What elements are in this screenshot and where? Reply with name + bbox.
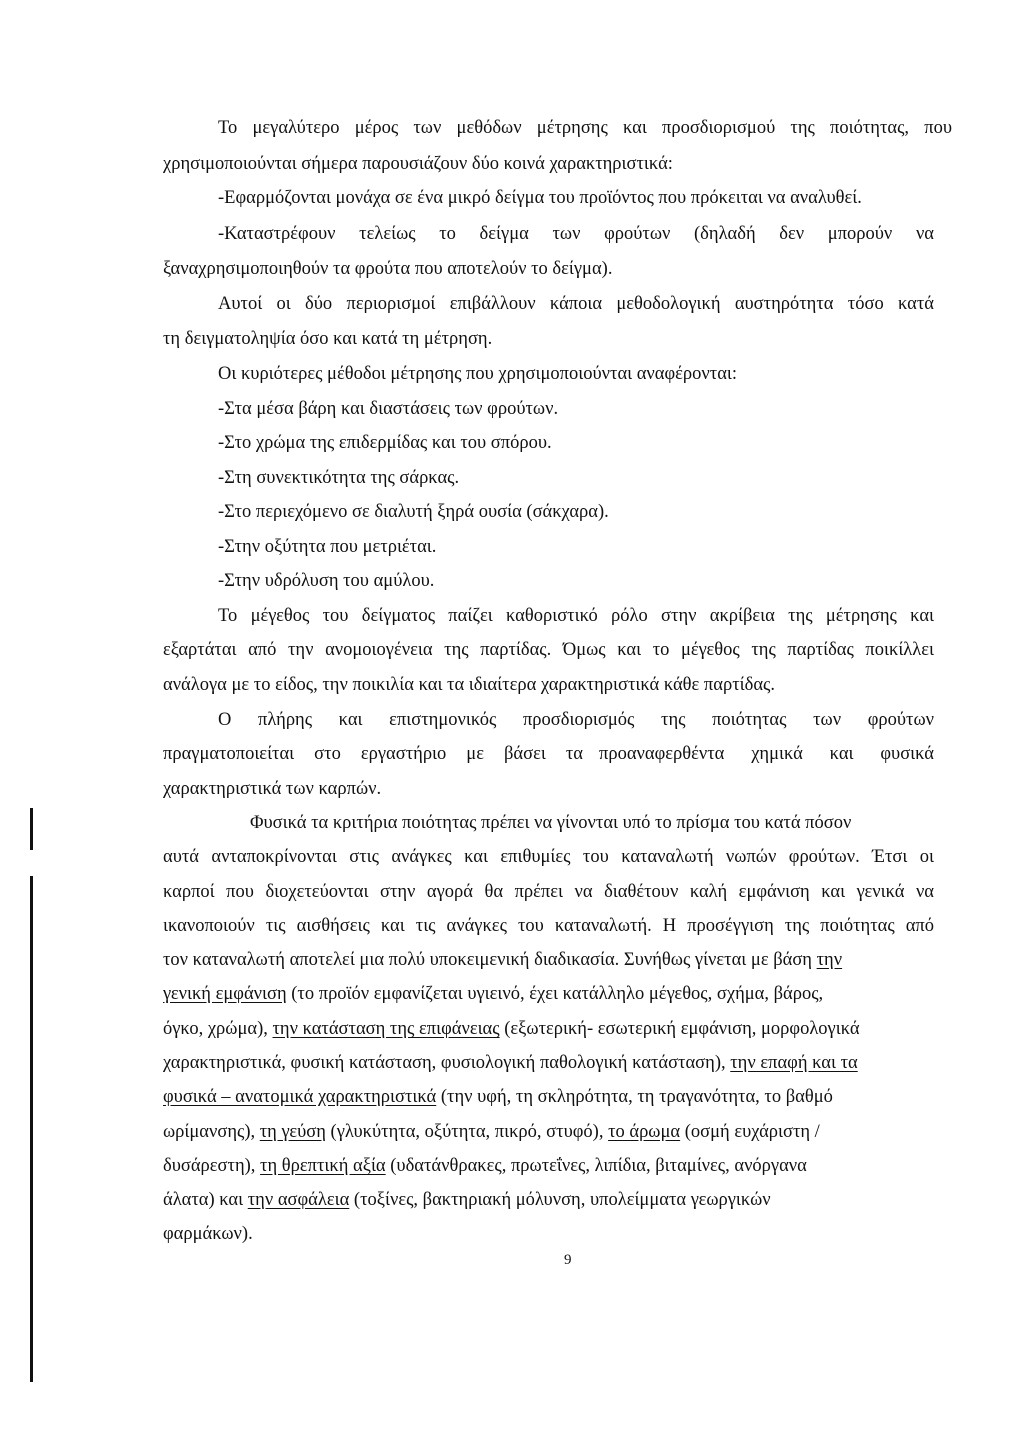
text-line: -Στα μέσα βάρη και διαστάσεις των φρούτων.	[218, 399, 559, 419]
underlined-term: γενική εμφάνιση	[163, 984, 287, 1004]
text-line	[163, 1085, 833, 1109]
scan-mark-top	[30, 808, 33, 850]
text-line: ανάλογα με το είδος, την ποικιλία και τα ιδιαίτερα χαρακτηριστικά κάθε παρτίδας.	[163, 675, 775, 695]
text-line	[163, 1120, 820, 1144]
text-segment: προαναφερθέντα χημικά και φυσικά	[599, 744, 934, 764]
text-line: Οι κυριότερες μέθοδοι μέτρησης που χρησιμοποιούνται αναφέρονται:	[218, 364, 738, 384]
text-segment: (εξωτερική- εσωτερική εμφάνιση, μορφολογικά	[499, 1019, 860, 1039]
text-line: χρησιμοποιούνται σήμερα παρουσιάζουν δύο κοινά χαρακτηριστικά:	[163, 154, 673, 174]
text-line: -Στην οξύτητα που μετριέται.	[218, 537, 437, 557]
text-segment: (οσμή ευχάριστη /	[680, 1122, 820, 1142]
scan-mark-bottom	[30, 876, 33, 1382]
text-line: Το μέγεθος του δείγματος παίζει καθοριστικό ρόλο στην ακρίβεια της μέτρησης και	[218, 606, 934, 626]
text-segment: όγκο, χρώμα),	[163, 1019, 273, 1039]
text-line	[163, 1154, 807, 1178]
text-line	[163, 1017, 860, 1041]
text-line: -Καταστρέφουν τελείως το δείγμα των φρούτων (δηλαδή δεν μπορούν να	[218, 224, 934, 244]
text-line: -Στη συνεκτικότητα της σάρκας.	[218, 468, 460, 488]
text-segment: πραγματοποιείται στο εργαστήριο με βάσει τα	[163, 744, 583, 764]
text-segment: (γλυκύτητα, οξύτητα, πικρό, στυφό),	[325, 1122, 609, 1142]
text-line: χαρακτηριστικά των καρπών.	[163, 779, 382, 799]
underlined-term: τη θρεπτική αξία	[260, 1156, 386, 1176]
text-line	[163, 982, 823, 1006]
text-segment: τον καταναλωτή αποτελεί μια πολύ υποκειμενική διαδικασία. Συνήθως γίνεται με βάση	[163, 950, 817, 970]
text-line	[163, 1051, 858, 1075]
text-line: αυτά ανταποκρίνονται στις ανάγκες και επιθυμίες του καταναλωτή νωπών φρούτων. Έτσι οι	[163, 847, 934, 867]
text-line: Ο πλήρης και επιστημονικός προσδιορισμός της ποιότητας των φρούτων	[218, 710, 934, 730]
text-line	[163, 1188, 771, 1212]
text-segment: (το προϊόν εμφανίζεται υγιεινό, έχει κατάλληλο μέγεθος, σχήμα, βάρος,	[286, 984, 824, 1004]
text-segment: δυσάρεστη),	[163, 1156, 261, 1176]
text-segment: χαρακτηριστικά, φυσική κατάσταση, φυσιολογική παθολογική κατάσταση),	[163, 1053, 731, 1073]
text-line	[163, 742, 934, 766]
underlined-term: την κατάσταση της επιφάνειας	[272, 1019, 500, 1039]
text-line	[163, 948, 842, 972]
underlined-term: τη γεύση	[259, 1122, 326, 1142]
underlined-term: το άρωμα	[608, 1122, 681, 1142]
text-line: τη δειγματοληψία όσο και κατά τη μέτρηση.	[163, 329, 493, 349]
underlined-term: την επαφή και τα	[730, 1053, 858, 1073]
underlined-term: την ασφάλεια	[247, 1190, 350, 1210]
text-segment: άλατα) και	[163, 1190, 248, 1210]
text-line: εξαρτάται από την ανομοιογένεια της παρτίδας. Όμως και το μέγεθος της παρτίδας ποικίλλει	[163, 640, 934, 660]
text-segment: (υδατάνθρακες, πρωτεΐνες, λιπίδια, βιταμίνες, ανόργανα	[385, 1156, 807, 1176]
text-line: Το μεγαλύτερο μέρος των μεθόδων μέτρησης και προσδιορισμού της ποιότητας, που	[218, 118, 952, 138]
text-line: -Στην υδρόλυση του αμύλου.	[218, 571, 435, 591]
text-segment: ωρίμανσης),	[163, 1122, 260, 1142]
text-line: -Εφαρμόζονται μονάχα σε ένα μικρό δείγμα του προϊόντος που πρόκειται να αναλυθεί.	[218, 188, 862, 208]
page-number: 9	[564, 1252, 572, 1268]
text-line: φαρμάκων).	[163, 1224, 253, 1244]
underlined-term: την	[816, 950, 843, 970]
text-line: -Στο χρώμα της επιδερμίδας και του σπόρου.	[218, 433, 552, 453]
text-segment: (τοξίνες, βακτηριακή μόλυνση, υπολείμματα γεωργικών	[349, 1190, 771, 1210]
text-line: ικανοποιούν τις αισθήσεις και τις ανάγκες του καταναλωτή. Η προσέγγιση της ποιότητας από	[163, 916, 934, 936]
text-line: ξαναχρησιμοποιηθούν τα φρούτα που αποτελούν το δείγμα).	[163, 259, 613, 279]
underlined-term: φυσικά – ανατομικά χαρακτηριστικά	[163, 1087, 437, 1107]
text-line: Αυτοί οι δύο περιορισμοί επιβάλλουν κάποια μεθοδολογική αυστηρότητα τόσο κατά	[218, 294, 934, 314]
text-line: καρποί που διοχετεύονται στην αγορά θα πρέπει να διαθέτουν καλή εμφάνιση και γενικά να	[163, 882, 934, 902]
text-segment: (την υφή, τη σκληρότητα, τη τραγανότητα, το βαθμό	[436, 1087, 833, 1107]
text-line: Φυσικά τα κριτήρια ποιότητας πρέπει να γίνονται υπό το πρίσμα του κατά πόσον	[250, 813, 852, 833]
text-line: -Στο περιεχόμενο σε διαλυτή ξηρά ουσία (σάκχαρα).	[218, 502, 609, 522]
